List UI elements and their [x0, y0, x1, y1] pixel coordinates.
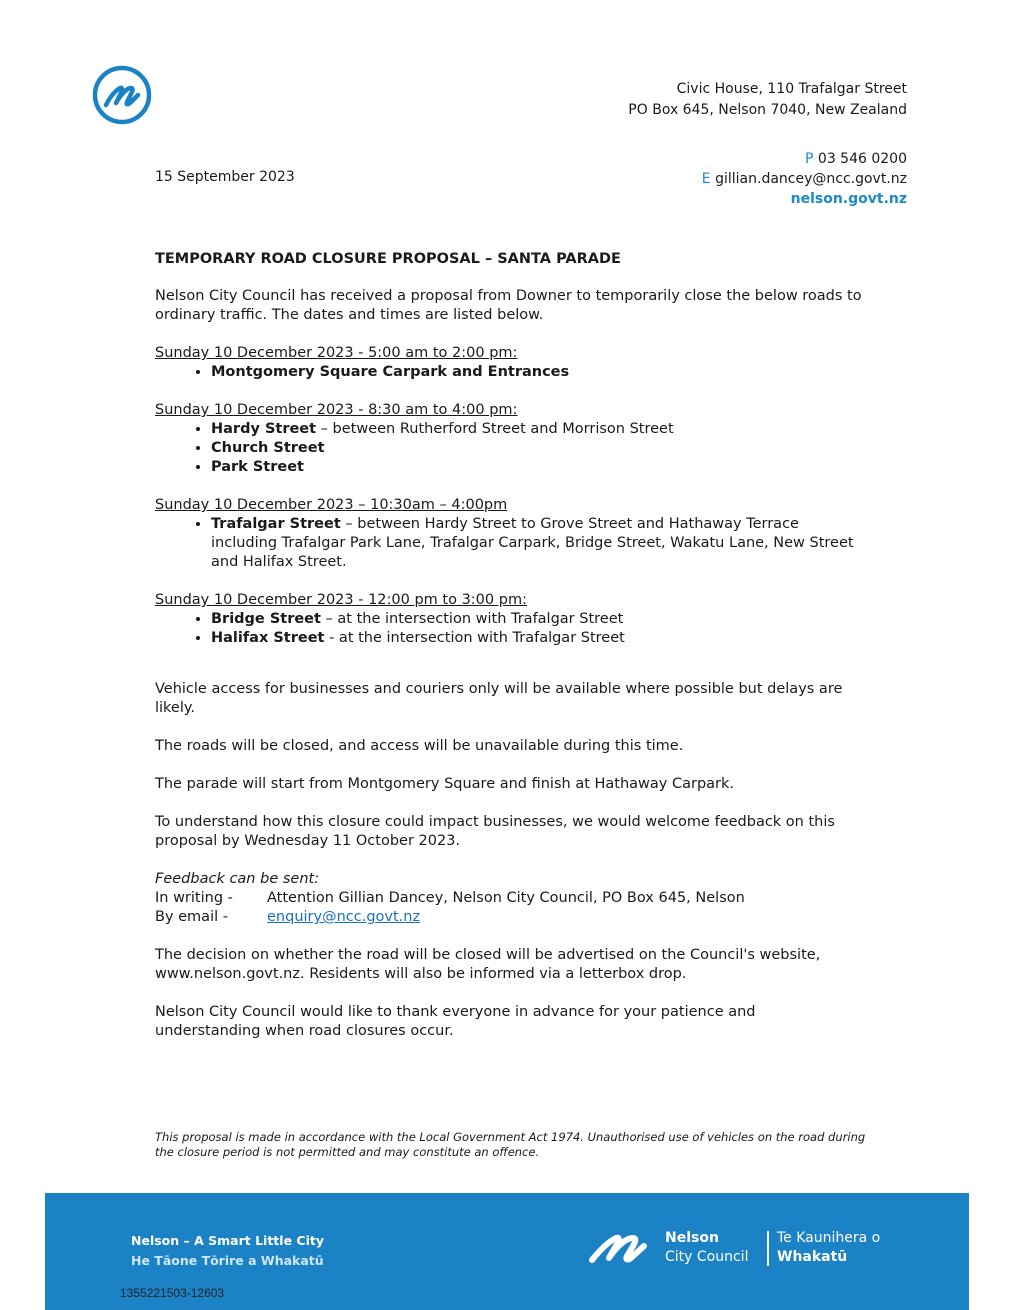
closed-paragraph: The roads will be closed, and access will be unavailable during this time. — [155, 738, 684, 754]
road-name: Halifax Street — [211, 630, 325, 646]
closure-section — [155, 401, 865, 477]
footer-tagline: Nelson – A Smart Little City — [131, 1233, 324, 1248]
closure-item — [211, 458, 865, 477]
feedback-block — [155, 870, 865, 927]
road-name: Park Street — [211, 459, 304, 475]
phone-row — [702, 149, 907, 169]
closure-item — [211, 439, 865, 458]
road-name: Hardy Street — [211, 421, 317, 437]
footer-tagline-maori: He Tāone Tōrire a Whakatū — [131, 1253, 324, 1268]
closure-section — [155, 496, 865, 572]
closure-section-heading: Sunday 10 December 2023 – 10:30am – 4:00pm — [155, 497, 508, 513]
feedback-email-label: By email - — [155, 909, 228, 925]
road-name: Church Street — [211, 440, 325, 456]
phone-number: 03 546 0200 — [817, 151, 907, 167]
parade-paragraph: The parade will start from Montgomery Square and finish at Hathaway Carpark. — [155, 776, 735, 792]
road-detail: – between Hardy Street to Grove Street and Hathaway Terrace including Trafalgar Park Lane, Trafalgar Carpark, Bridge Street, Wakatu Lane, New Street and Halifax Street. — [211, 516, 854, 570]
decision-paragraph: The decision on whether the road will be closed will be advertised on the Council's website, www.nelson.govt.nz. Residents will also be informed via a letterbox drop. — [155, 947, 821, 982]
road-name: Montgomery Square Carpark and Entrances — [211, 364, 570, 380]
feedback-writing-label: In writing - — [155, 890, 233, 906]
letter-date: 15 September 2023 — [155, 169, 295, 185]
closure-list — [155, 363, 865, 382]
thanks-paragraph: Nelson City Council would like to thank everyone in advance for your patience and understanding when road closures occur. — [155, 1004, 756, 1039]
closure-item — [211, 610, 865, 629]
feedback-heading: Feedback can be sent: — [155, 871, 320, 887]
phone-label: P — [805, 151, 814, 167]
closure-item — [211, 420, 865, 439]
feedback-paragraph: To understand how this closure could impact businesses, we would welcome feedback on this proposal by Wednesday 11 October 2023. — [155, 814, 835, 849]
contact-email[interactable]: gillian.dancey@ncc.govt.nz — [715, 171, 907, 187]
feedback-writing-row — [155, 889, 865, 908]
website-link[interactable]: nelson.govt.nz — [790, 191, 907, 207]
intro-paragraph: Nelson City Council has received a proposal from Downer to temporarily close the below roads to ordinary traffic. The dates and times are listed below. — [155, 288, 862, 323]
legal-note: This proposal is made in accordance with the Local Government Act 1974. Unauthorised use of vehicles on the road during the closure period is not permitted and may constitute an offence. — [155, 1130, 866, 1159]
closure-section-heading: Sunday 10 December 2023 - 8:30 am to 4:00 pm: — [155, 402, 518, 418]
footer-maori-subname: Whakatū — [777, 1249, 848, 1265]
contact-block — [702, 149, 907, 209]
road-detail: – between Rutherford Street and Morrison Street — [316, 421, 674, 437]
footer-org-subname: City Council — [665, 1249, 749, 1265]
closure-section — [155, 344, 865, 382]
email-row — [702, 169, 907, 189]
letter-body — [155, 250, 865, 1060]
closure-item — [211, 629, 865, 648]
road-name: Bridge Street — [211, 611, 321, 627]
address-line-1: Civic House, 110 Trafalgar Street — [676, 81, 907, 97]
closure-item — [211, 363, 865, 382]
road-detail: - at the intersection with Trafalgar Street — [324, 630, 625, 646]
nelson-logo-icon — [91, 64, 153, 126]
closure-list — [155, 610, 865, 648]
closure-section-heading: Sunday 10 December 2023 - 12:00 pm to 3:00 pm: — [155, 592, 527, 608]
closure-item — [211, 515, 865, 572]
document-id: 1355221503-12603 — [120, 1286, 225, 1300]
footer-org-name: Nelson — [665, 1230, 719, 1246]
road-name: Trafalgar Street — [211, 516, 341, 532]
feedback-email-link[interactable]: enquiry@ncc.govt.nz — [267, 909, 421, 925]
address-line-2: PO Box 645, Nelson 7040, New Zealand — [628, 102, 907, 118]
access-paragraph: Vehicle access for businesses and couriers only will be available where possible but delays are likely. — [155, 681, 843, 716]
closure-list — [155, 515, 865, 572]
closure-list — [155, 420, 865, 477]
closure-section — [155, 591, 865, 648]
council-address — [628, 79, 907, 121]
feedback-writing-value: Attention Gillian Dancey, Nelson City Council, PO Box 645, Nelson — [267, 890, 745, 906]
closure-section-heading: Sunday 10 December 2023 - 5:00 am to 2:00 pm: — [155, 345, 518, 361]
email-label: E — [701, 171, 711, 187]
feedback-email-row — [155, 908, 865, 927]
letter-title: TEMPORARY ROAD CLOSURE PROPOSAL – SANTA PARADE — [155, 251, 621, 267]
road-detail: – at the intersection with Trafalgar Street — [320, 611, 624, 627]
footer-maori-name: Te Kaunihera o — [777, 1230, 881, 1246]
nelson-footer-logo-icon — [588, 1226, 660, 1268]
footer-divider — [767, 1231, 769, 1266]
